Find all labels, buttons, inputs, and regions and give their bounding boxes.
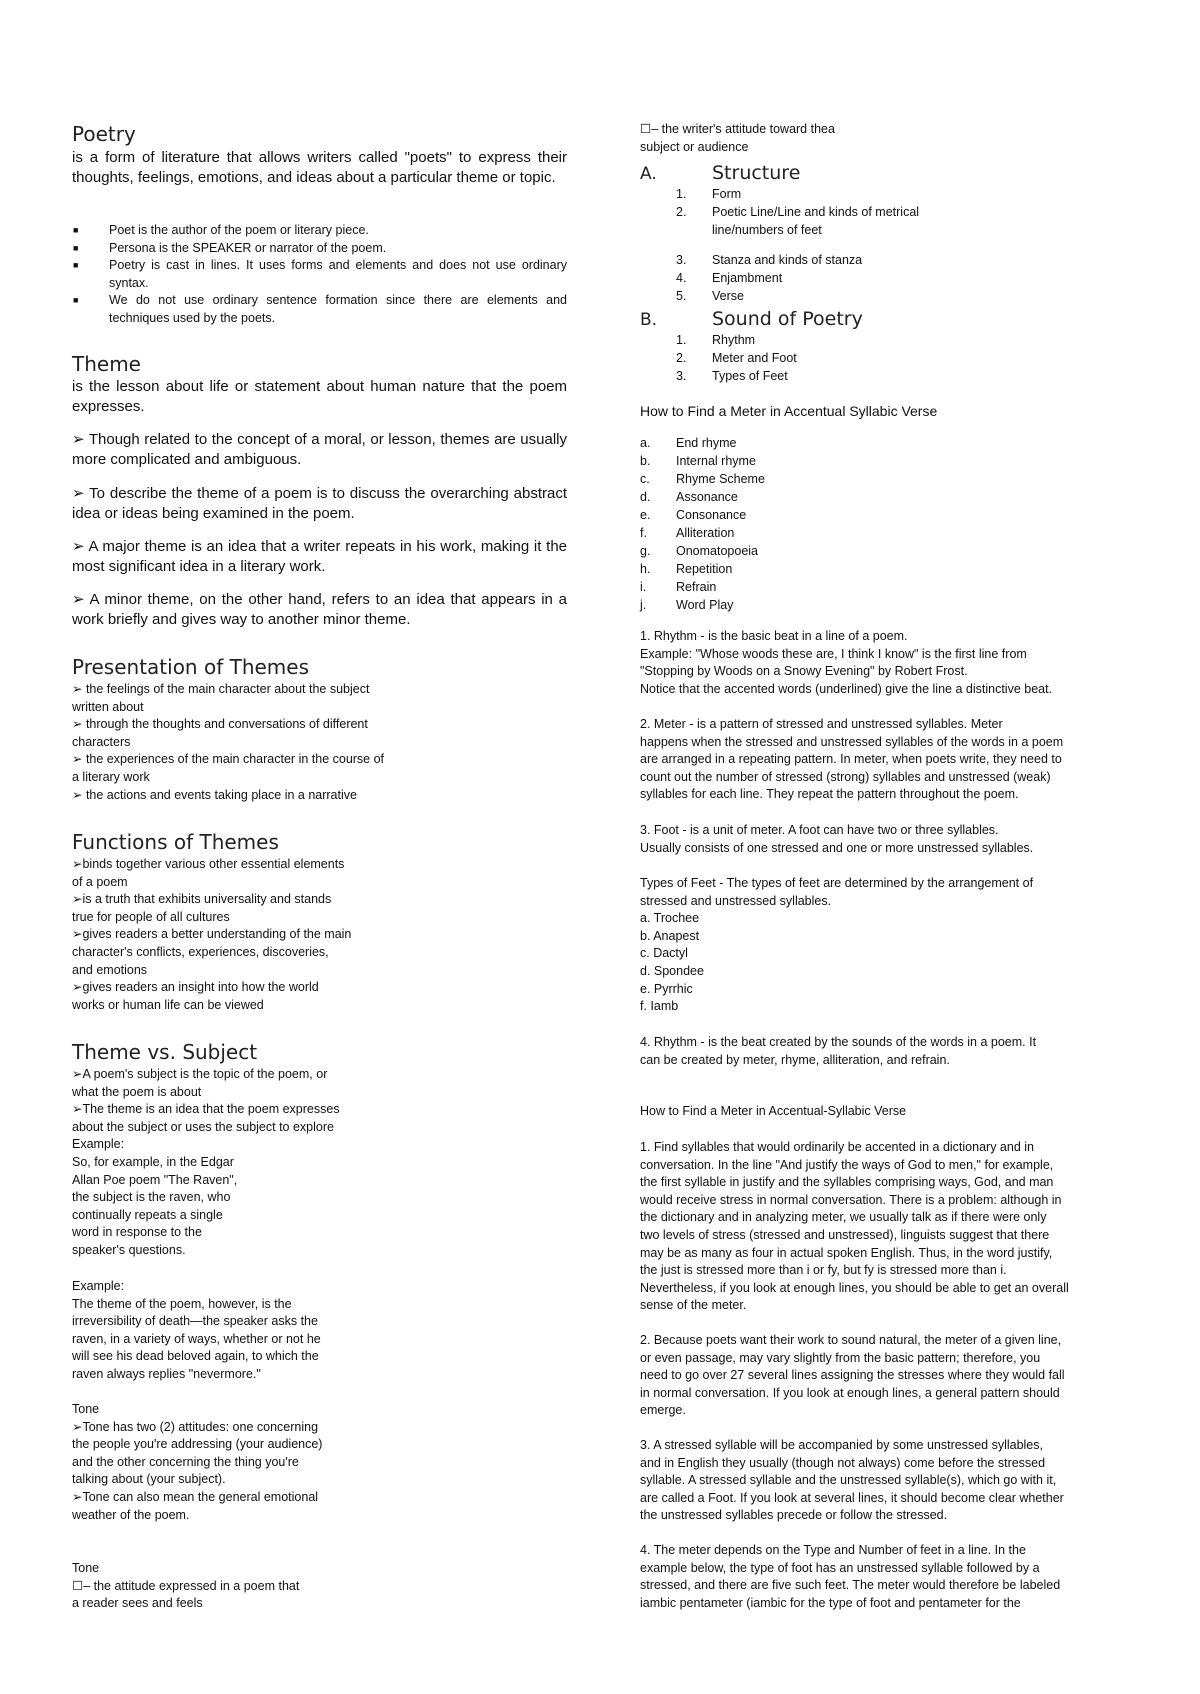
bullet-icon: ■ bbox=[73, 260, 79, 270]
list-item: d. Assonance bbox=[640, 490, 738, 504]
structure-heading: A. Structure bbox=[640, 162, 801, 184]
howto-meter-heading: How to Find a Meter in Accentual Syllabic Verse bbox=[640, 403, 938, 419]
list-item: ■ Poetry is cast in lines. It uses forms and elements and does not use ordinary syntax. bbox=[73, 258, 567, 290]
step-1-paragraph: 1. Find syllables that would ordinarily be accented in a dictionary and in conversation. In the line "And justify the ways of God to men," for example, the first syllable in justify and the syllables comprising ways, God, and man would receive stress in normal conversation. There is a problem: although in the dictionary and in analyzing meter, we usually talk as if there were only two levels of stress (stressed and unstressed), linguists suggest that there may be as many as four in actual spoken English. Thus, in the word justify, the just is stressed more than i or fy, but fy is stressed more than i. Nevertheless, if you look at enough lines, you should be able to get an overall sense of the meter. bbox=[640, 1140, 1069, 1313]
list-item: i. Refrain bbox=[640, 580, 717, 594]
bullet-icon: ■ bbox=[73, 295, 79, 305]
list-item: 1. Form bbox=[676, 187, 742, 201]
list-item: 3. Types of Feet bbox=[676, 369, 788, 383]
list-item: 4. Enjambment bbox=[676, 271, 783, 285]
list-item: 1. Rhythm bbox=[676, 333, 756, 347]
list-item: 5. Verse bbox=[676, 289, 744, 303]
list-item: ■ We do not use ordinary sentence formation since there are elements and techniques used by the poets. bbox=[73, 293, 567, 325]
theme-definition: is the lesson about life or statement about human nature that the poem expresses. bbox=[72, 378, 567, 415]
list-item: 2. Meter and Foot bbox=[676, 351, 797, 365]
tone-section: Tone ➢Tone has two (2) attitudes: one concerning the people you're addressing (your audience) and the other concerning the thing you're talking about (your subject). ➢Tone can also mean the general emotional weather of the poem. bbox=[72, 1402, 323, 1522]
list-item: a. End rhyme bbox=[640, 436, 737, 450]
meter-paragraph: 2. Meter - is a pattern of stressed and unstressed syllables. Meter happens when the stressed and unstressed syllables of the words in a poem are arranged in a repeating pattern. In meter, when poets write, they need to count out the number of stressed (strong) syllables and unstressed (weak) syllables for each line. They repeat the pattern throughout the poem. bbox=[640, 717, 1064, 802]
presentation-body: ➢ the feelings of the main character about the subject written about ➢ through the thoughts and conversations of different characters ➢ the experiences of the main character in the course of a literary work ➢ the actions and events taking place in a narrative bbox=[72, 682, 385, 802]
tone-section-2: Tone ☐– the attitude expressed in a poem that a reader sees and feels bbox=[72, 1561, 300, 1611]
sound-list bbox=[676, 331, 976, 385]
foot-paragraph: 3. Foot - is a unit of meter. A foot can have two or three syllables. Usually consists of one stressed and one or more unstressed syllables. bbox=[640, 823, 1034, 855]
theme-point: ➢ Though related to the concept of a moral, or lesson, themes are usually more complicated and ambiguous. bbox=[72, 431, 567, 468]
poetry-bullet-list bbox=[72, 222, 567, 327]
theme-point: ➢ A minor theme, on the other hand, refers to an idea that appears in a work briefly and gives way to another minor theme. bbox=[72, 591, 567, 628]
list-item: 2. Poetic Line/Line and kinds of metrical line/numbers of feet bbox=[676, 205, 920, 237]
theme-point: ➢ A major theme is an idea that a writer repeats in his work, making it the most significant idea in a literary work. bbox=[72, 538, 567, 575]
theme-vs-subject-body: ➢A poem's subject is the topic of the poem, or what the poem is about ➢The theme is an idea that the poem expresses about the subject or uses the subject to explore Example: So, for example, in the Edgar Allan Poe poem "The Raven", the subject is the raven, who continually repeats a single word in response to the speaker's questions. bbox=[72, 1067, 340, 1257]
list-item: c. Rhyme Scheme bbox=[640, 472, 765, 486]
list-item: e. Consonance bbox=[640, 508, 747, 522]
functions-body: ➢binds together various other essential elements of a poem ➢is a truth that exhibits universality and stands true for people of all cultures ➢gives readers a better understanding of the main character's conflicts, experiences, discoveries, and emotions ➢gives readers an insight into how the world works or human life can be viewed bbox=[72, 857, 352, 1012]
structure-list bbox=[676, 185, 976, 305]
rhythm-paragraph: 1. Rhythm - is the basic beat in a line of a poem. Example: "Whose woods these are, I think I know" is the first line from "Stopping by Woods on a Snowy Evening" by Robert Frost. Notice that the accented words (underlined) give the line a distinctive beat. bbox=[640, 629, 1053, 696]
theme-vs-subject-heading: Theme vs. Subject bbox=[72, 1040, 258, 1064]
sound-devices-list bbox=[640, 434, 940, 614]
poetry-heading: Poetry bbox=[72, 122, 136, 146]
list-item: 3. Stanza and kinds of stanza bbox=[676, 253, 863, 267]
bullet-icon: ■ bbox=[73, 242, 79, 253]
theme-heading: Theme bbox=[72, 352, 141, 376]
rhythm-beat-paragraph: 4. Rhythm - is the beat created by the sounds of the words in a poem. It can be created by meter, rhyme, alliteration, and refrain. bbox=[640, 1035, 1037, 1067]
list-item: f. Alliteration bbox=[640, 526, 735, 540]
sound-heading: B. Sound of Poetry bbox=[640, 308, 863, 330]
step-2-paragraph: 2. Because poets want their work to sound natural, the meter of a given line, or even passage, may vary slightly from the basic pattern; therefore, you need to go over 27 several lines assigning the stresses where they would fall in normal conversation. If you look at enough lines, a general pattern should emerge. bbox=[640, 1333, 1065, 1418]
list-item: j. Word Play bbox=[640, 598, 734, 612]
list-item: h. Repetition bbox=[640, 562, 733, 576]
bullet-icon: ■ bbox=[73, 225, 79, 235]
presentation-heading: Presentation of Themes bbox=[72, 655, 310, 679]
list-item: ■ Persona is the SPEAKER or narrator of the poem. bbox=[72, 240, 567, 258]
poetry-definition: is a form of literature that allows writers called "poets" to express their thoughts, feelings, emotions, and ideas about a particular theme or topic. bbox=[72, 149, 567, 186]
step-3-paragraph: 3. A stressed syllable will be accompanied by some unstressed syllables, and in English they usually (though not always) come before the stressed syllable. A stressed syllable and the unstressed syllable(s), which go with it, are called a Foot. If you look at several lines, it should become clear whether the unstressed syllables precede or follow the stressed. bbox=[640, 1438, 1064, 1523]
theme-vs-subject-example: Example: The theme of the poem, however, is the irreversibility of death—the speaker asks the raven, in a variety of ways, whether or not he will see his dead beloved again, to which the raven always replies "nevermore." bbox=[72, 1279, 321, 1381]
step-4-paragraph: 4. The meter depends on the Type and Number of feet in a line. In the example below, the type of foot has an unstressed syllable followed by a stressed, and there are five such feet. The meter would therefore be labeled iambic pentameter (iambic for the type of foot and pentameter for the bbox=[640, 1543, 1061, 1610]
writer-attitude-note: ☐– the writer's attitude toward thea subject or audience bbox=[640, 122, 835, 154]
list-item: g. Onomatopoeia bbox=[640, 544, 759, 558]
types-of-feet-paragraph: Types of Feet - The types of feet are determined by the arrangement of stressed and unstressed syllables. a. Trochee b. Anapest c. Dactyl d. Spondee e. Pyrrhic f. Iamb bbox=[640, 876, 1034, 1014]
howto-accentual-heading: How to Find a Meter in Accentual-Syllabic Verse bbox=[640, 1104, 907, 1118]
theme-point: ➢ To describe the theme of a poem is to discuss the overarching abstract idea or ideas being examined in the poem. bbox=[72, 485, 567, 522]
functions-heading: Functions of Themes bbox=[72, 830, 279, 854]
list-item: ■ Poet is the author of the poem or literary piece. bbox=[72, 222, 567, 240]
list-item: b. Internal rhyme bbox=[640, 454, 756, 468]
